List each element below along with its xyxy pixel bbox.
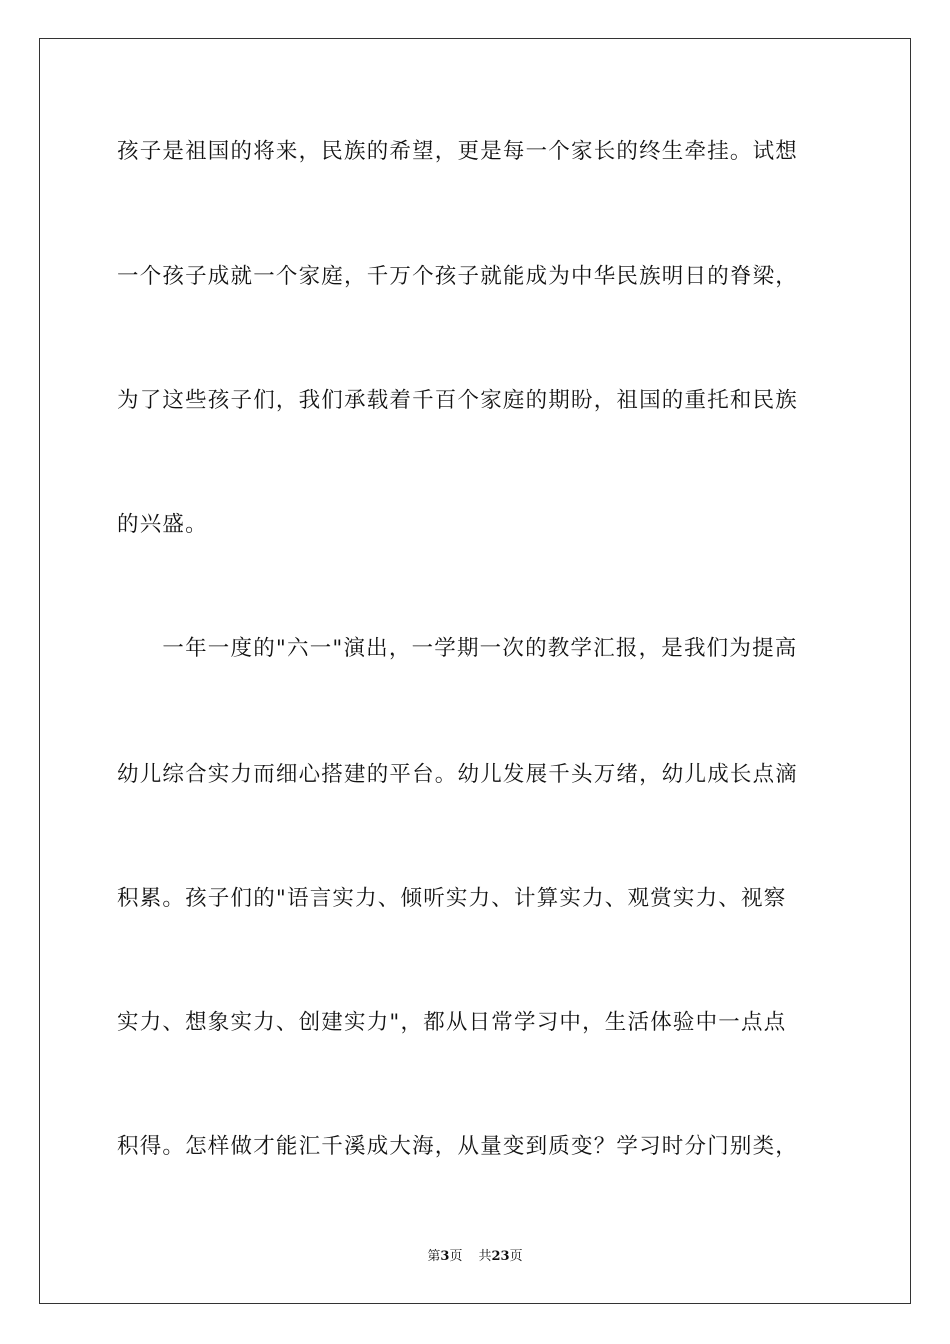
text-line: 一年一度的"六一"演出，一学期一次的教学汇报，是我们为提高 bbox=[117, 636, 798, 661]
page-suffix: 页 bbox=[449, 1249, 463, 1264]
text-line: 实力、想象实力、创建实力"，都从日常学习中，生活体验中一点点 bbox=[117, 1010, 787, 1035]
page-border bbox=[39, 38, 911, 1304]
page-prefix: 第 bbox=[427, 1249, 441, 1264]
page-number: 3 bbox=[440, 1249, 450, 1264]
text-line: 积累。孩子们的"语言实力、倾听实力、计算实力、观赏实力、视察 bbox=[117, 886, 787, 911]
text-line: 的兴盛。 bbox=[117, 512, 208, 537]
text-line: 为了这些孩子们，我们承载着千百个家庭的期盼，祖国的重托和民族 bbox=[117, 388, 799, 413]
text-line: 一个孩子成就一个家庭，千万个孩子就能成为中华民族明日的脊梁， bbox=[117, 264, 799, 289]
total-suffix: 页 bbox=[509, 1249, 523, 1264]
text-line: 积得。怎样做才能汇千溪成大海，从量变到质变？学习时分门别类， bbox=[117, 1134, 799, 1159]
total-pages: 23 bbox=[491, 1249, 510, 1264]
total-prefix: 共 bbox=[478, 1249, 492, 1264]
text-line: 幼儿综合实力而细心搭建的平台。幼儿发展千头万绪，幼儿成长点滴 bbox=[117, 762, 799, 787]
text-line: 孩子是祖国的将来，民族的希望，更是每一个家长的终生牵挂。试想 bbox=[117, 139, 799, 164]
page-footer bbox=[0, 1249, 950, 1265]
